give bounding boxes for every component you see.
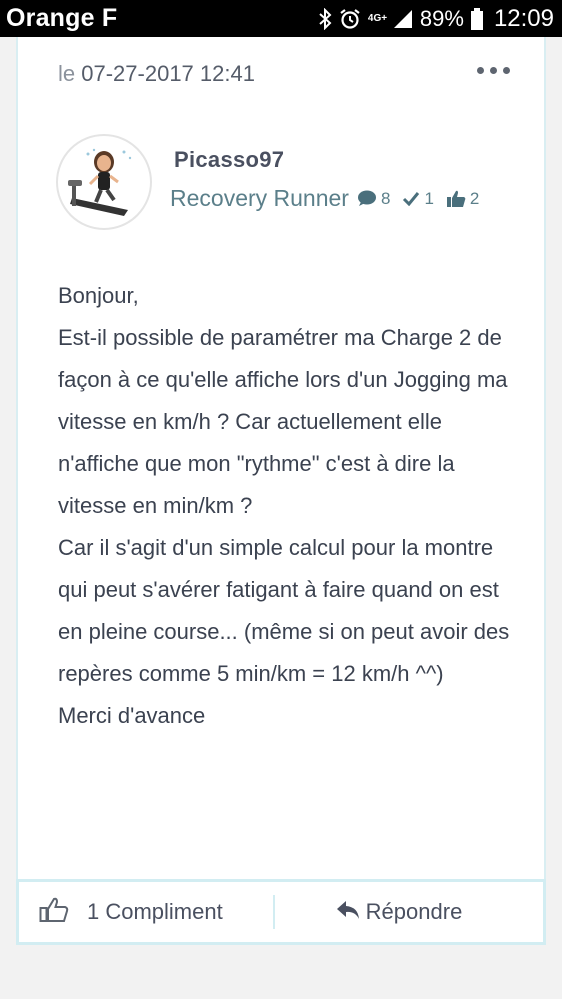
author-rank-row — [170, 185, 491, 212]
status-bar — [0, 0, 562, 37]
clock: 12:09 — [493, 4, 554, 32]
kudos-stat — [446, 189, 479, 209]
more-options-icon[interactable] — [477, 67, 510, 74]
date-prefix: le — [58, 61, 76, 86]
thumbs-up-icon — [446, 190, 466, 208]
carrier-name: Orange F — [6, 4, 118, 32]
messages-count: 8 — [380, 188, 391, 208]
author-rank: Recovery Runner — [170, 185, 349, 211]
solutions-count: 1 — [424, 188, 434, 208]
body-paragraph: Bonjour, — [58, 283, 139, 308]
checkmark-icon — [402, 191, 420, 206]
compliment-button[interactable] — [19, 882, 273, 942]
alarm-icon — [339, 8, 361, 30]
battery-percent: 89% — [419, 5, 464, 31]
speech-bubble-icon — [357, 190, 377, 207]
network-type: 4G+ — [367, 12, 388, 24]
author-username[interactable]: Picasso97 — [174, 147, 285, 172]
post-body — [58, 275, 518, 737]
battery-icon — [471, 8, 483, 30]
status-icons — [318, 5, 554, 33]
avatar[interactable] — [56, 134, 152, 230]
post-action-bar — [16, 879, 546, 945]
solutions-stat — [402, 189, 433, 209]
messages-stat — [357, 189, 390, 209]
date-value: 07-27-2017 12:41 — [81, 61, 255, 86]
body-paragraph: Car il s'agit d'un simple calcul pour la montre qui peut s'avérer fatigant à faire quand on est en pleine course... (même si on peut avoir des repères comme 5 min/km = 12 km/h ^^) — [58, 535, 510, 686]
compliment-label: 1 Compliment — [87, 899, 223, 924]
post-card — [16, 37, 546, 879]
body-paragraph: Merci d'avance — [58, 703, 206, 728]
post-date — [58, 61, 255, 87]
signal-icon — [393, 9, 413, 29]
bluetooth-icon — [318, 8, 332, 30]
kudos-count: 2 — [469, 188, 480, 208]
thumbs-up-outline-icon — [39, 897, 69, 928]
body-paragraph: Est-il possible de paramétrer ma Charge 2 de façon à ce qu'elle affiche lors d'un Jogging ma vitesse en km/h ? Car actuellement elle n'affiche que mon "rythme" c'est à dire la vitesse en min/km ? — [58, 325, 508, 518]
reply-button[interactable] — [275, 882, 543, 942]
reply-arrow-icon — [336, 900, 360, 925]
reply-label: Répondre — [365, 899, 463, 924]
